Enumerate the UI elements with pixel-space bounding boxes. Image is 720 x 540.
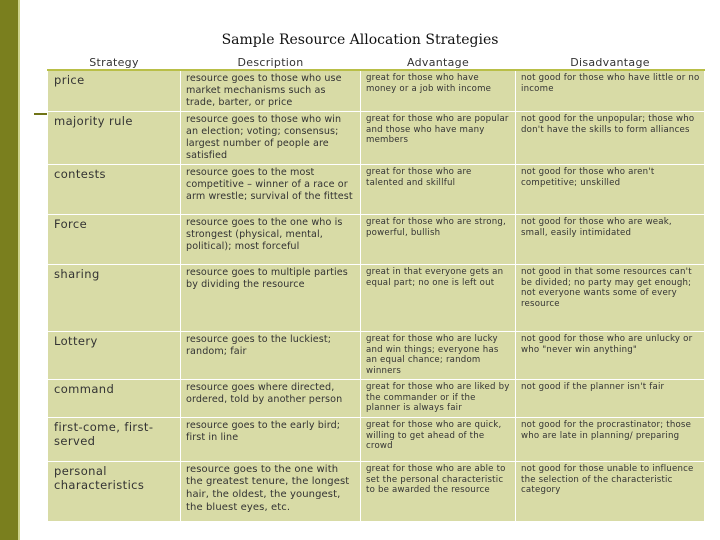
allocation-table — [47, 56, 705, 522]
left-accent-bar — [0, 0, 18, 540]
table-row — [48, 461, 705, 521]
accent-tick — [34, 113, 48, 115]
strategy-cell: personal characteristics — [48, 461, 181, 521]
table-row — [48, 112, 705, 165]
advantage-cell: great for those who are talented and skillful — [361, 165, 516, 215]
disadvantage-cell: not good for those who are weak, small, easily intimidated — [516, 215, 705, 265]
strategy-cell: Force — [48, 215, 181, 265]
advantage-cell: great for those who have money or a job with income — [361, 70, 516, 112]
table-header-row — [48, 56, 705, 70]
table-row — [48, 165, 705, 215]
left-accent-stripe — [18, 0, 20, 540]
disadvantage-cell: not good in that some resources can't be divided; no party may get enough; not everyone wants some of every resource — [516, 265, 705, 332]
strategy-cell: command — [48, 379, 181, 417]
disadvantage-cell: not good if the planner isn't fair — [516, 379, 705, 417]
table-row — [48, 332, 705, 380]
description-cell: resource goes to those who use market mechanisms such as trade, barter, or price — [181, 70, 361, 112]
table-row — [48, 265, 705, 332]
strategy-cell: sharing — [48, 265, 181, 332]
strategy-cell: price — [48, 70, 181, 112]
strategy-cell: majority rule — [48, 112, 181, 165]
description-cell: resource goes to the one with the greatest tenure, the longest hair, the oldest, the youngest, the bluest eyes, etc. — [181, 461, 361, 521]
advantage-cell: great for those who are quick, willing to get ahead of the crowd — [361, 417, 516, 461]
strategy-cell: first-come, first-served — [48, 417, 181, 461]
disadvantage-cell: not good for those who aren't competitive; unskilled — [516, 165, 705, 215]
table-row — [48, 379, 705, 417]
table-row — [48, 215, 705, 265]
advantage-cell: great for those who are liked by the commander or if the planner is always fair — [361, 379, 516, 417]
description-cell: resource goes to the early bird; first in line — [181, 417, 361, 461]
disadvantage-cell: not good for those who are unlucky or who "never win anything" — [516, 332, 705, 380]
advantage-cell: great for those who are able to set the personal characteristic to be awarded the resource — [361, 461, 516, 521]
table-row — [48, 70, 705, 112]
strategy-cell: Lottery — [48, 332, 181, 380]
advantage-cell: great for those who are lucky and win things; everyone has an equal chance; random winners — [361, 332, 516, 380]
description-cell: resource goes where directed, ordered, told by another person — [181, 379, 361, 417]
header-disadvantage: Disadvantage — [516, 56, 705, 70]
disadvantage-cell: not good for those who have little or no income — [516, 70, 705, 112]
page-title: Sample Resource Allocation Strategies — [221, 32, 499, 48]
header-strategy: Strategy — [48, 56, 181, 70]
advantage-cell: great for those who are popular and those who have many members — [361, 112, 516, 165]
disadvantage-cell: not good for the unpopular; those who don't have the skills to form alliances — [516, 112, 705, 165]
advantage-cell: great for those who are strong, powerful, bullish — [361, 215, 516, 265]
advantage-cell: great in that everyone gets an equal part; no one is left out — [361, 265, 516, 332]
description-cell: resource goes to the luckiest; random; fair — [181, 332, 361, 380]
description-cell: resource goes to those who win an election; voting; consensus; largest number of people are satisfied — [181, 112, 361, 165]
header-description: Description — [181, 56, 361, 70]
description-cell: resource goes to multiple parties by dividing the resource — [181, 265, 361, 332]
disadvantage-cell: not good for the procrastinator; those who are late in planning/ preparing — [516, 417, 705, 461]
header-advantage: Advantage — [361, 56, 516, 70]
table-row — [48, 417, 705, 461]
description-cell: resource goes to the most competitive – winner of a race or arm wrestle; survival of the fittest — [181, 165, 361, 215]
description-cell: resource goes to the one who is strongest (physical, mental, political); most forceful — [181, 215, 361, 265]
strategy-cell: contests — [48, 165, 181, 215]
disadvantage-cell: not good for those unable to influence the selection of the characteristic category — [516, 461, 705, 521]
